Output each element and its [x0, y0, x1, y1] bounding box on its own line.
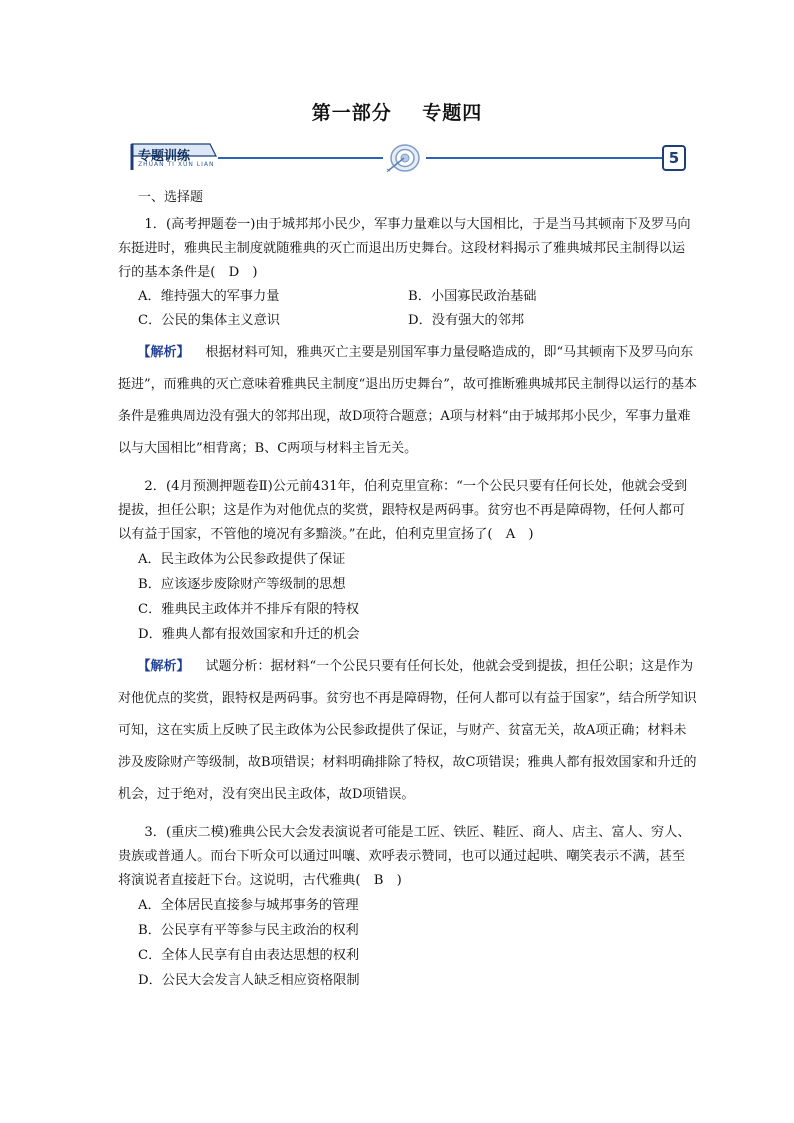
question-2: [118, 475, 698, 811]
banner-line-left: [218, 157, 383, 159]
target-icon: [385, 142, 423, 174]
analysis-tag: 【解析】: [137, 659, 190, 674]
option-b: B．应该逐步废除财产等级制的思想: [138, 577, 346, 592]
options-list: [118, 893, 698, 993]
option-a: A．民主政体为公民参政提供了保证: [138, 552, 346, 567]
question-stem: 1．(高考押题卷一)由于城邦邦小民少，军事力量难以与大国相比，于是当马其顿南下及罗马向东挺进时，雅典民主制度就随雅典的灭亡而退出历史舞台。这段材料揭示了雅典城邦民主制得以运行的基本条件是( D ): [118, 217, 691, 280]
option-c: C．全体人民享有自由表达思想的权利: [138, 948, 360, 963]
section-title: 一、选择题: [138, 190, 204, 205]
option-a: A．全体居民直接参与城邦事务的管理: [138, 898, 359, 913]
options-list: [118, 547, 698, 647]
section-banner: [130, 142, 686, 176]
page-title: 第一部分 专题四: [311, 102, 483, 124]
option-c: C．雅典民主政体并不排斥有限的特权: [138, 602, 360, 617]
options-list: [118, 285, 698, 333]
banner-number-badge: 5: [662, 145, 686, 171]
option-a: A．维持强大的军事力量: [138, 289, 280, 304]
banner-line-right: [426, 157, 662, 159]
option-b: B．小国寡民政治基础: [408, 289, 537, 304]
option-c: C．公民的集体主义意识: [138, 313, 280, 328]
analysis-paragraph: [118, 337, 698, 465]
banner-title: 专题训练: [138, 149, 191, 164]
question-content: [118, 186, 698, 1003]
question-1: [118, 213, 698, 465]
option-d: D．公民大会发言人缺乏相应资格限制: [138, 973, 360, 988]
option-d: D．没有强大的邻邦: [408, 313, 525, 328]
option-b: B．公民享有平等参与民主政治的权利: [138, 923, 359, 938]
analysis-text: 试题分析：据材料“一个公民只要有任何长处，他就会受到提拔，担任公职；这是作为对他优点的奖赏，跟特权是两码事。贫穷也不再是障碍物，任何人都可以有益于国家”，结合所学知识可知，这在实质上反映了民主政体为公民参政提供了保证，与财产、贫富无关，故A项正确；材料未涉及废除财产等级制，故B项错误；材料明确排除了特权，故C项错误；雅典人都有报效国家和升迁的机会，过于绝对，没有突出民主政体，故D项错误。: [118, 659, 697, 802]
question-3: [118, 821, 698, 993]
banner-subtitle: ZHUAN TI XUN LIAN: [138, 161, 215, 168]
analysis-tag: 【解析】: [137, 345, 190, 360]
analysis-text: 根据材料可知，雅典灭亡主要是别国军事力量侵略造成的，即“马其顿南下及罗马向东挺进”，而雅典的灭亡意味着雅典民主制度“退出历史舞台”，故可推断雅典城邦民主制得以运行的基本条件是雅典周边没有强大的邻邦出现，故D项符合题意；A项与材料“由于城邦邦小民少，军事力量难以与大国相比”相背离；B、C两项与材料主旨无关。: [118, 345, 697, 456]
option-d: D．雅典人都有报效国家和升迁的机会: [138, 627, 360, 642]
question-stem: 3．(重庆二模)雅典公民大会发表演说者可能是工匠、铁匠、鞋匠、商人、店主、富人、穷人、贵族或普通人。而台下听众可以通过叫嚷、欢呼表示赞同，也可以通过起哄、嘲笑表示不满，甚至将演说者直接赶下台。这说明，古代雅典( B ): [118, 825, 691, 888]
question-stem: 2．(4月预测押题卷Ⅱ)公元前431年，伯利克里宣称：“一个公民只要有任何长处，他就会受到提拔，担任公职；这是作为对他优点的奖赏，跟特权是两码事。贫穷也不再是障碍物，任何人都可以有益于国家，不管他的境况有多黯淡。”在此，伯利克里宣扬了( A ): [118, 479, 688, 542]
analysis-paragraph: [118, 651, 698, 811]
